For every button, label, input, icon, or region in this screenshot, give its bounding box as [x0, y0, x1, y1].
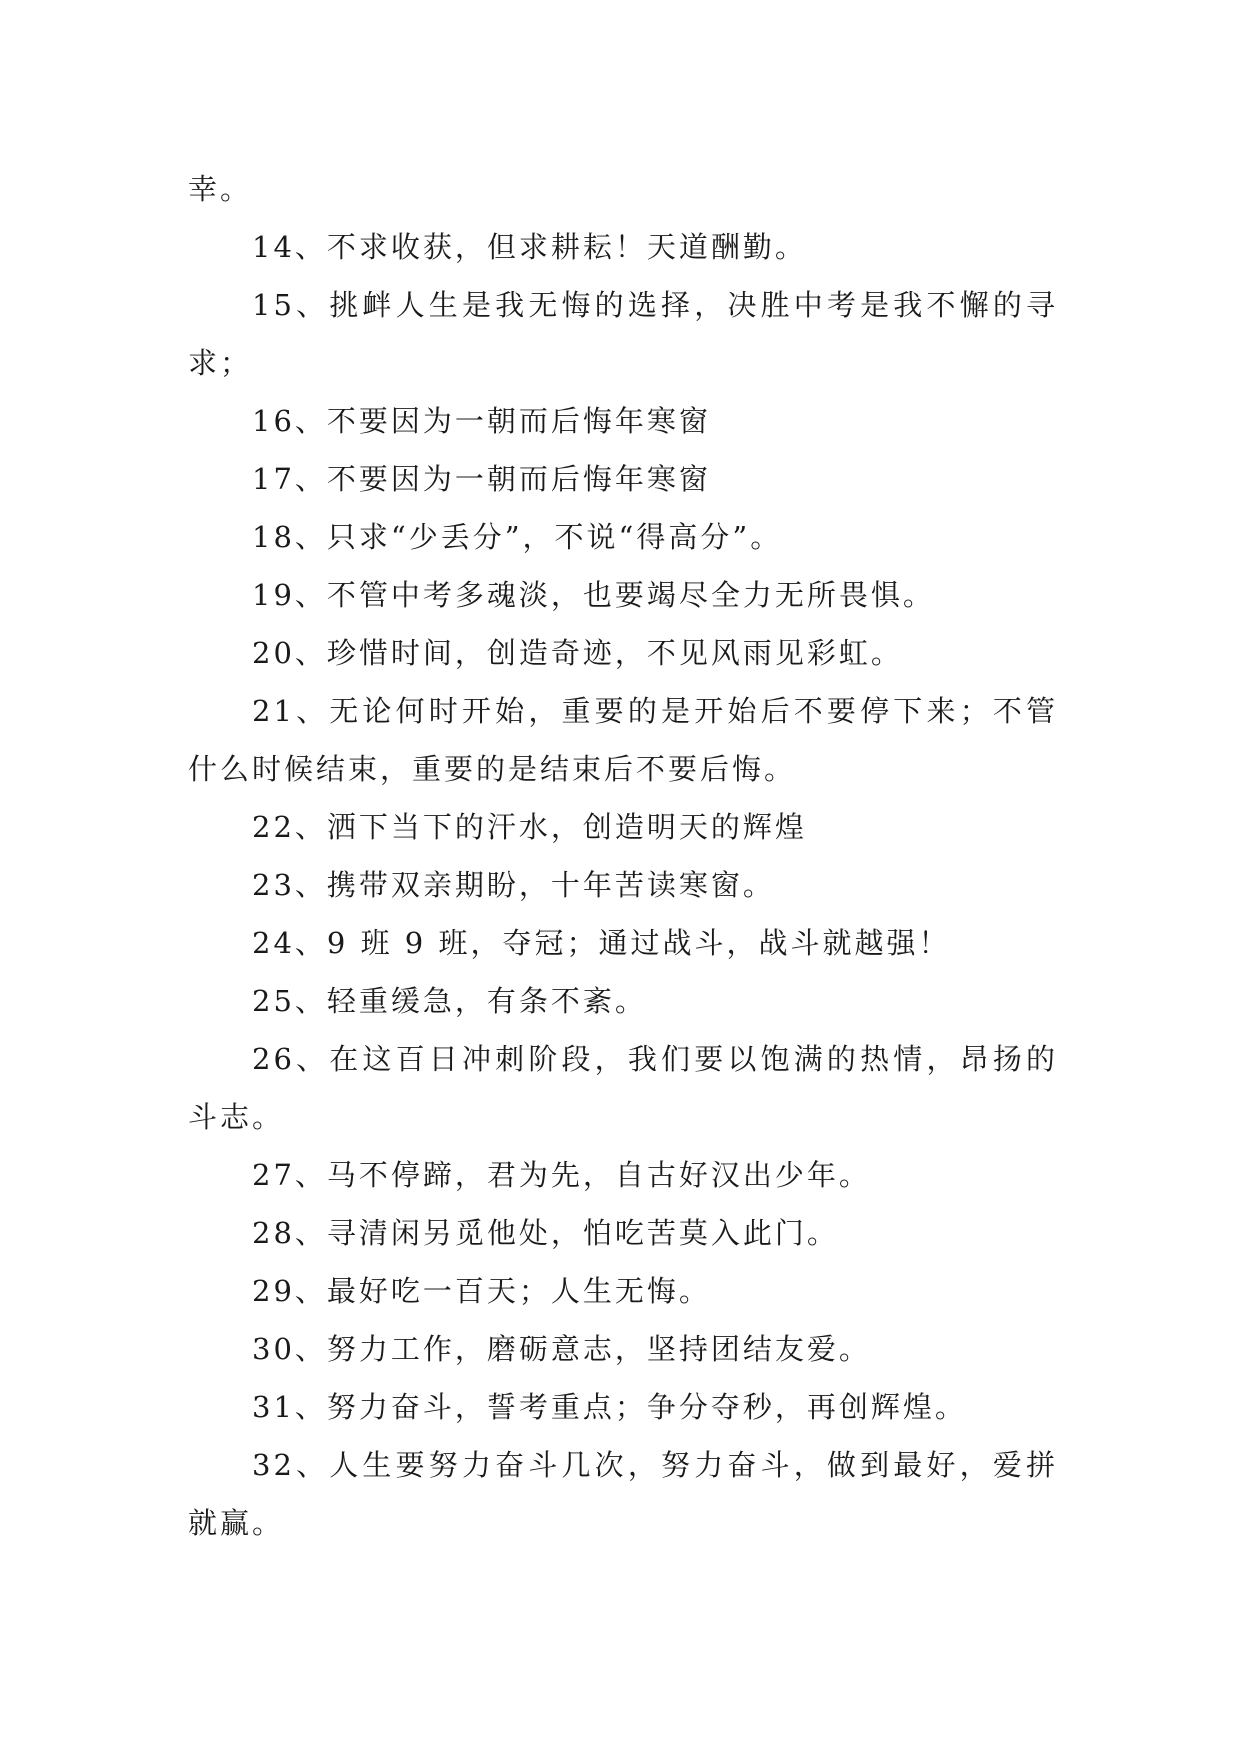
paragraph-27: 27、马不停蹄，君为先，自古好汉出少年。: [252, 1158, 871, 1192]
paragraph-17: 17、不要因为一朝而后悔年寒窗: [252, 462, 711, 496]
paragraph-28: 28、寻清闲另觅他处，怕吃苦莫入此门。: [252, 1216, 839, 1250]
paragraph-24: 24、9 班 9 班，夺冠；通过战斗，战斗就越强！: [252, 926, 951, 960]
paragraph-21: 21、无论何时开始，重要的是开始后不要停下来；不管什么时候结束，重要的是结束后不要后悔。: [188, 694, 1058, 786]
paragraph-14: 14、不求收获，但求耕耘！天道酬勤。: [252, 230, 807, 264]
paragraph-23: 23、携带双亲期盼，十年苦读寒窗。: [252, 868, 775, 902]
paragraph-26: 26、在这百日冲刺阶段，我们要以饱满的热情，昂扬的斗志。: [188, 1042, 1058, 1134]
paragraph-25: 25、轻重缓急，有条不紊。: [252, 984, 647, 1018]
paragraph-30: 30、努力工作，磨砺意志，坚持团结友爱。: [252, 1332, 871, 1366]
document-body: [188, 160, 1058, 1552]
paragraph-32: 32、人生要努力奋斗几次，努力奋斗，做到最好，爱拼就赢。: [188, 1448, 1058, 1540]
paragraph-16: 16、不要因为一朝而后悔年寒窗: [252, 404, 711, 438]
paragraph-22: 22、洒下当下的汗水，创造明天的辉煌: [252, 810, 807, 844]
paragraph-continuation: 幸。: [188, 172, 253, 206]
paragraph-20: 20、珍惜时间，创造奇迹，不见风雨见彩虹。: [252, 636, 903, 670]
paragraph-29: 29、最好吃一百天；人生无悔。: [252, 1274, 711, 1308]
paragraph-18: 18、只求“少丢分”，不说“得高分”。: [252, 520, 783, 554]
paragraph-19: 19、不管中考多魂淡，也要竭尽全力无所畏惧。: [252, 578, 935, 612]
paragraph-15: 15、挑衅人生是我无悔的选择，决胜中考是我不懈的寻求；: [188, 288, 1058, 380]
paragraph-31: 31、努力奋斗，誓考重点；争分夺秒，再创辉煌。: [252, 1390, 967, 1424]
